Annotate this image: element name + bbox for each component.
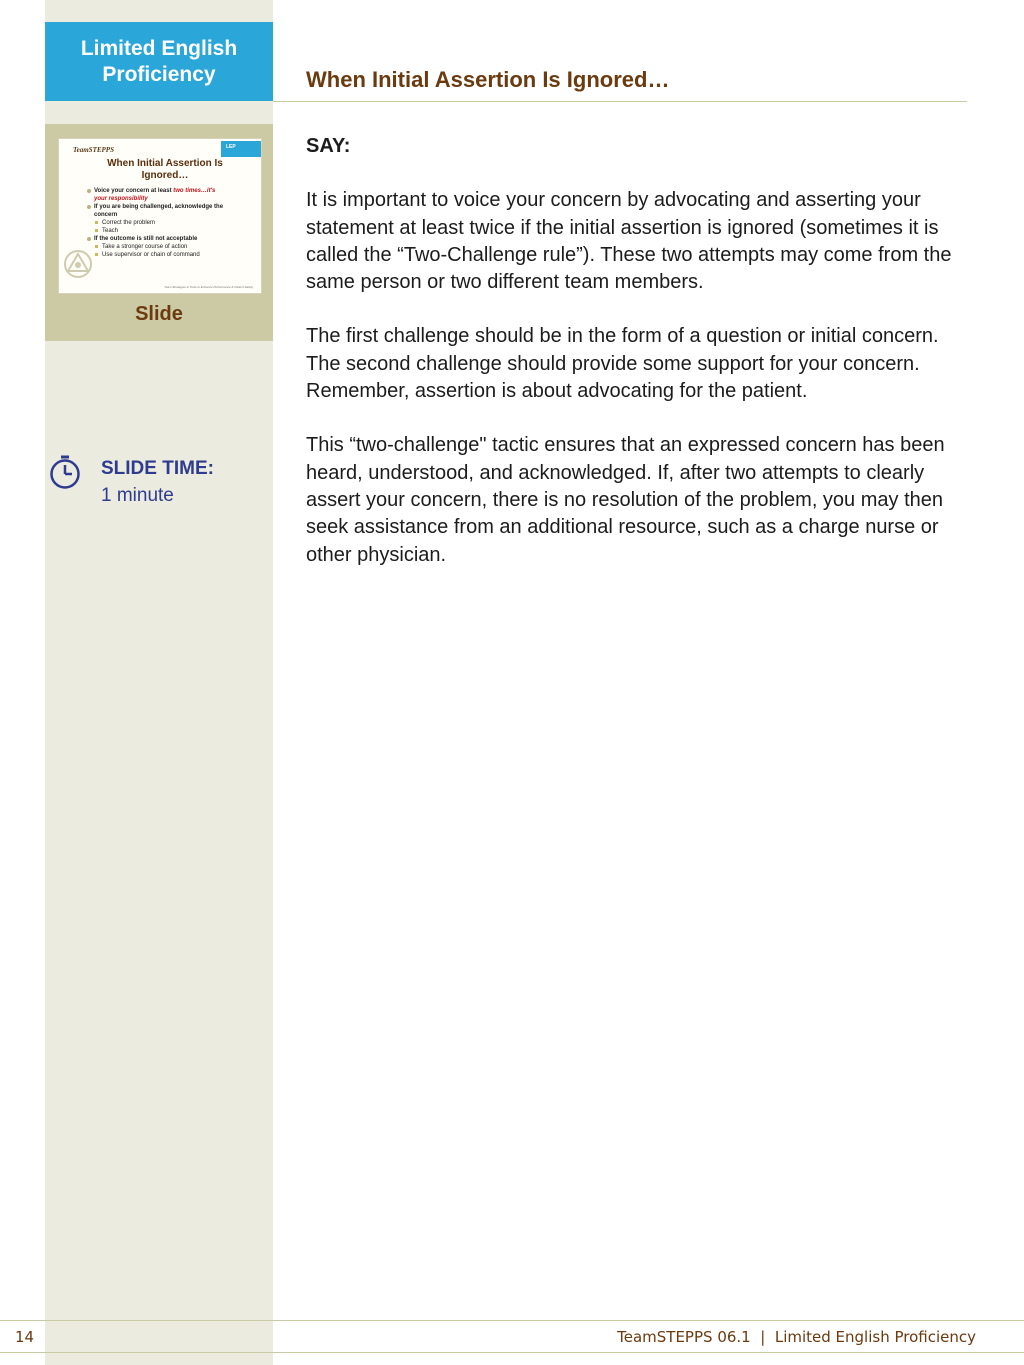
title-divider [273,101,967,102]
section-tab-line1: Limited English [80,37,238,60]
slide-time-value: 1 minute [101,485,174,506]
page-number: 14 [15,1328,35,1346]
thumbnail-bullet-emphasis: two times…it's [173,188,216,194]
slide-thumbnail [58,138,262,294]
thumbnail-title-line2: Ignored… [141,170,189,181]
section-tab [45,22,273,101]
thumbnail-subbullet: Correct the problem [95,219,223,227]
slide-time-label: SLIDE TIME: [101,458,214,479]
thumbnail-bullet-text: Voice your concern at least [94,188,174,194]
slide-label: Slide [135,303,183,325]
clock-icon [48,455,82,489]
footer-text: TeamSTEPPS 06.1 | Limited English Proficiency [617,1328,976,1346]
say-label: SAY: [306,135,351,157]
paragraph: This “two-challenge" tactic ensures that an expressed concern has been heard, understood, and acknowledged. If, after two attempts to clearly assert your concern, there is no resolution of the problem, you may then seek assistance from an additional resource, such as a charge nurse or other physician. [306,434,945,566]
thumbnail-bullet: If the outcome is still not acceptable [87,235,223,243]
thumbnail-subbullet: Take a stronger course of action [95,243,223,251]
teamstepps-logo-icon [63,249,93,279]
footer-divider-bottom [0,1352,1024,1353]
thumbnail-bullet-emphasis: your responsibility [94,196,148,202]
page-title: When Initial Assertion Is Ignored… [306,67,670,92]
thumbnail-title [95,158,235,182]
thumbnail-bullets [87,187,223,259]
paragraph: The first challenge should be in the form of a question or initial concern. The second challenge should provide some support for your concern. Remember, assertion is about advocating for the patient. [306,325,939,403]
say-content [306,133,966,596]
thumbnail-bullet-text: If you are being challenged, acknowledge the [94,204,224,210]
thumbnail-brand: TeamSTEPPS [73,146,114,154]
thumbnail-bullet-text: concern [94,212,118,218]
thumbnail-title-line1: When Initial Assertion Is [107,158,223,169]
thumbnail-bullet [87,187,223,203]
thumbnail-bullet [87,203,223,219]
footer-divider-top [0,1320,1024,1321]
section-tab-line2: Proficiency [102,63,216,86]
thumbnail-subbullet: Teach [95,227,223,235]
paragraph: It is important to voice your concern by advocating and asserting your statement at least twice if the initial assertion is ignored (sometimes it is called the “Two-Challenge rule”). These two attempts may come from the same person or two different team members. [306,189,952,294]
thumbnail-tag: LEP [221,141,261,157]
thumbnail-subbullet: Use supervisor or chain of command [95,251,223,259]
thumbnail-footnote: Team Strategies & Tools to Enhance Performance & Patient Safety [164,285,253,289]
